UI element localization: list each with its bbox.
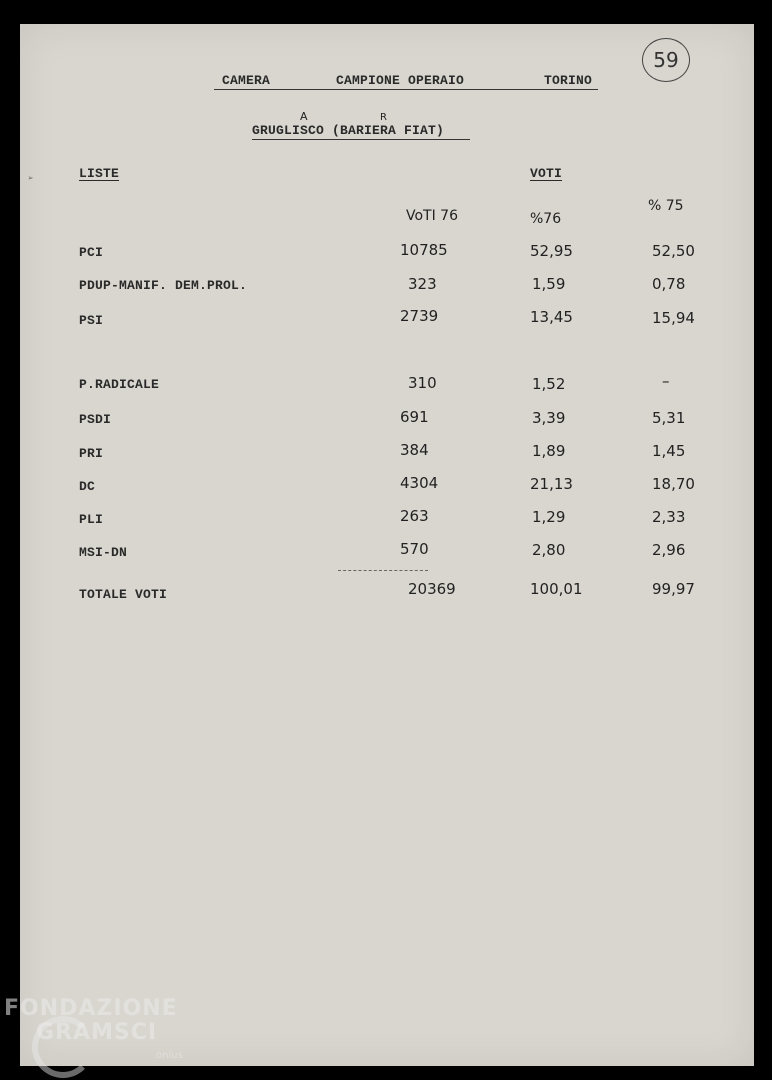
header-underline: [214, 89, 598, 90]
row-party: PSI: [79, 313, 104, 328]
row-votes: 384: [400, 441, 429, 459]
col-header-liste: LISTE: [79, 166, 120, 181]
row-pct75: –: [662, 372, 670, 390]
page-number-stamp: 59: [642, 38, 690, 82]
row-votes: 691: [400, 408, 429, 426]
margin-arrow-icon: ➢: [28, 174, 34, 184]
header-campione: CAMPIONE OPERAIO: [336, 73, 465, 88]
row-party: PLI: [79, 512, 104, 527]
row-votes: 10785: [400, 241, 448, 259]
row-pct75: 0,78: [652, 275, 686, 293]
row-party: PCI: [79, 245, 104, 260]
total-pct75: 99,97: [652, 580, 695, 598]
watermark-line2: GRAMSCI: [36, 1020, 158, 1045]
row-pct76: 2,80: [532, 541, 566, 559]
row-pct76: 1,29: [532, 508, 566, 526]
row-pct76: 1,52: [532, 375, 566, 393]
row-votes: 2739: [400, 307, 439, 325]
row-pct76: 1,89: [532, 442, 566, 460]
subtitle-underline: [252, 139, 470, 140]
row-party: DC: [79, 479, 96, 494]
row-pct76: 52,95: [530, 242, 573, 260]
row-pct75: 2,33: [652, 508, 686, 526]
row-pct75: 2,96: [652, 541, 686, 559]
total-votes: 20369: [408, 580, 456, 598]
watermark-logo: [4, 996, 183, 1061]
watermark-line3: onlus: [156, 1050, 183, 1061]
total-divider: [338, 570, 428, 571]
row-party: PSDI: [79, 412, 112, 427]
col-header-pct76: %76: [530, 211, 562, 227]
row-votes: 4304: [400, 474, 439, 492]
total-label: TOTALE VOTI: [79, 587, 168, 602]
row-party: PRI: [79, 446, 104, 461]
watermark-line1: FONDAZIONE: [4, 996, 178, 1021]
row-pct76: 3,39: [532, 409, 566, 427]
row-pct75: 52,50: [652, 242, 695, 260]
row-pct76: 13,45: [530, 308, 573, 326]
row-pct76: 1,59: [532, 275, 566, 293]
row-pct75: 5,31: [652, 409, 686, 427]
subtitle-correction-r: R: [380, 112, 387, 123]
total-pct76: 100,01: [530, 580, 583, 598]
col-header-voti76: VoTI 76: [406, 208, 459, 224]
header-city: TORINO: [544, 73, 593, 88]
row-party: MSI-DN: [79, 545, 128, 560]
document-page: [20, 24, 754, 1066]
row-votes: 263: [400, 507, 429, 525]
subtitle: GRUGLISCO (BARIERA FIAT): [252, 123, 445, 138]
row-pct76: 21,13: [530, 475, 573, 493]
subtitle-correction-a: A: [300, 110, 308, 123]
row-party: P.RADICALE: [79, 377, 160, 392]
row-pct75: 18,70: [652, 475, 695, 493]
col-header-pct75: % 75: [648, 198, 684, 214]
row-party: PDUP-MANIF. DEM.PROL.: [79, 278, 248, 293]
row-votes: 570: [400, 540, 429, 558]
col-header-voti: VOTI: [530, 166, 563, 181]
header-camera: CAMERA: [222, 73, 271, 88]
row-votes: 323: [408, 275, 437, 293]
row-pct75: 1,45: [652, 442, 686, 460]
row-votes: 310: [408, 374, 437, 392]
row-pct75: 15,94: [652, 309, 695, 327]
